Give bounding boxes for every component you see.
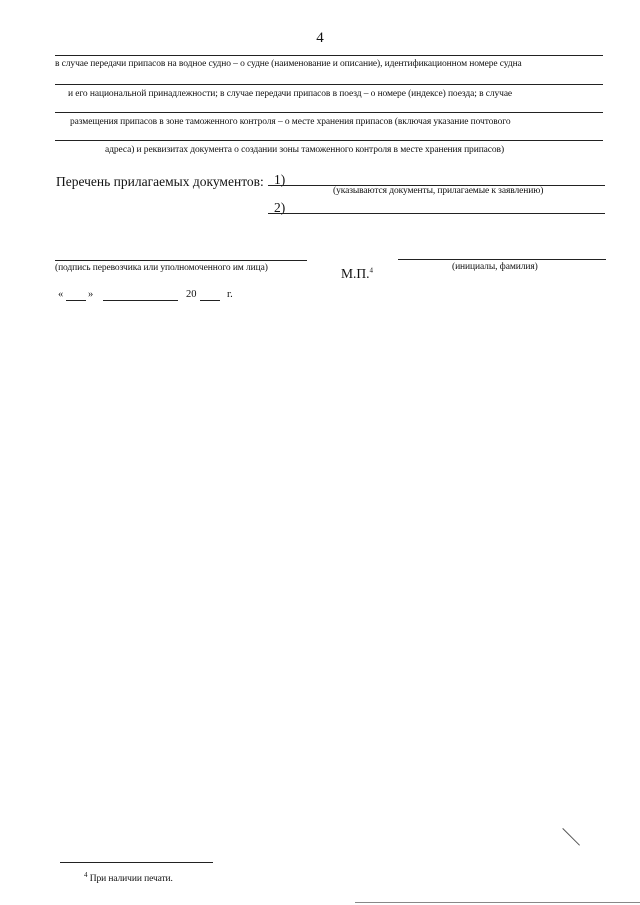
stamp-label	[341, 266, 373, 282]
rule-3	[55, 140, 603, 141]
footnote	[84, 871, 173, 884]
footnote-text: При наличии печати.	[89, 874, 173, 885]
continuation-line-3: размещения припасов в зоне таможенного контроля – о месте хранения припасов (включая указание почтового	[70, 117, 511, 127]
document-item-2-line	[268, 213, 605, 214]
page-bottom-edge	[355, 902, 640, 903]
continuation-line-4: адреса) и реквизитах документа о создании зоны таможенного контроля в месте хранения припасов)	[105, 145, 505, 155]
footnote-ref: 4	[84, 871, 88, 879]
date-month-line	[103, 300, 178, 301]
name-line	[398, 259, 606, 260]
documents-label: Перечень прилагаемых документов:	[56, 174, 264, 189]
date-day-line	[66, 300, 86, 301]
date-year-suffix: г.	[227, 289, 233, 300]
document-item-1-number: 1)	[274, 172, 286, 187]
date-close-quote: »	[88, 289, 94, 300]
footnote-separator	[60, 862, 213, 863]
document-item-2-number: 2)	[274, 200, 286, 215]
name-caption: (инициалы, фамилия)	[452, 262, 538, 272]
signature-caption: (подпись перевозчика или уполномоченного им лица)	[55, 263, 268, 273]
stamp-footnote-ref: 4	[369, 266, 374, 275]
date-year-line	[200, 300, 220, 301]
date-open-quote: «	[58, 289, 64, 300]
page-number: 4	[316, 30, 324, 46]
continuation-line-1: в случае передачи припасов на водное судно – о судне (наименование и описание), идентификационном номере судна	[55, 59, 522, 69]
date-year-prefix: 20	[186, 289, 197, 300]
signature-line	[55, 260, 307, 261]
rule-1	[55, 84, 603, 85]
stamp-text: М.П.	[341, 266, 370, 281]
documents-hint: (указываются документы, прилагаемые к заявлению)	[333, 186, 544, 196]
rule-2	[55, 112, 603, 113]
continuation-line-2: и его национальной принадлежности; в случае передачи припасов в поезд – о номере (индексе) поезда; в случае	[68, 89, 513, 99]
rule-top	[55, 55, 603, 56]
scan-mark	[562, 828, 580, 846]
